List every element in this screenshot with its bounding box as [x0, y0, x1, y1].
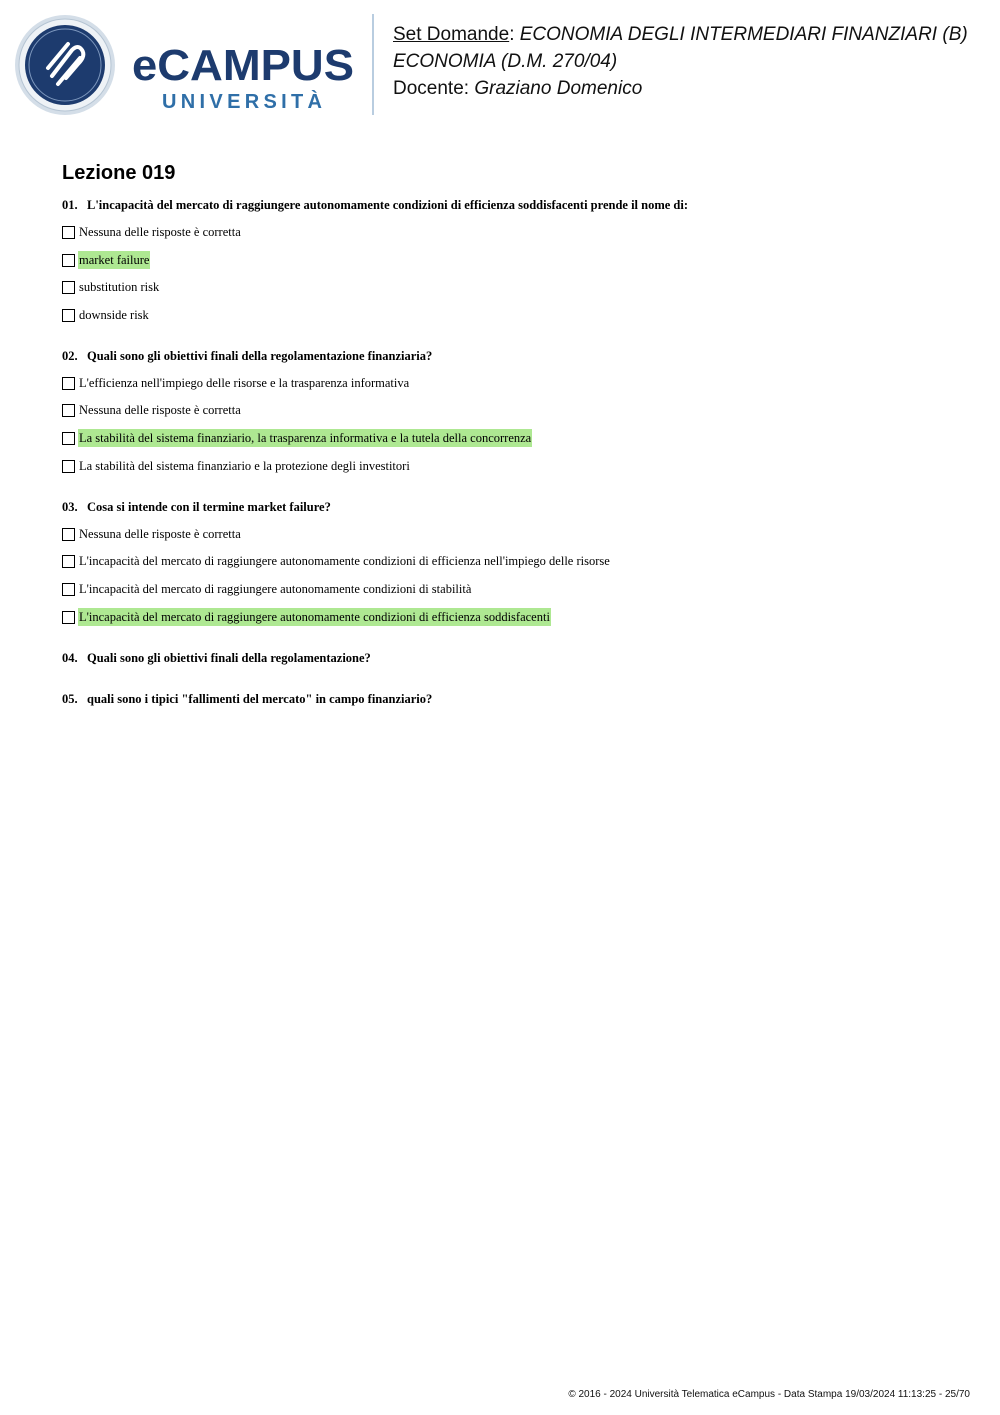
- question-number: 03.: [62, 500, 78, 514]
- course-line: [393, 48, 968, 75]
- question-number: 01.: [62, 198, 78, 212]
- answer-option[interactable]: [62, 401, 242, 419]
- checkbox[interactable]: [62, 460, 75, 473]
- answer-text-highlighted: La stabilità del sistema finanziario, la trasparenza informativa e la tutela della concorrenza: [79, 431, 532, 445]
- answer-text-highlighted: L'incapacità del mercato di raggiungere autonomamente condizioni di efficienza soddisfacenti: [79, 610, 550, 624]
- answer-text: L'efficienza nell'impiego delle risorse e la trasparenza informativa: [79, 376, 410, 390]
- question-text: Cosa si intende con il termine market failure?: [87, 500, 331, 514]
- question-number: 02.: [62, 349, 78, 363]
- set-label: Set Domande: [393, 24, 510, 45]
- checkbox[interactable]: [62, 226, 75, 239]
- answer-option[interactable]: [62, 525, 242, 543]
- course-name: ECONOMIA (D.M. 270/04): [393, 51, 618, 72]
- answer-option[interactable]: [62, 278, 160, 296]
- page-header: [0, 0, 1000, 130]
- answer-text: L'incapacità del mercato di raggiungere autonomamente condizioni di efficienza nell'impiego delle risorse: [79, 554, 610, 568]
- question-text: Quali sono gli obiettivi finali della regolamentazione?: [87, 651, 371, 665]
- answer-text: substitution risk: [79, 280, 160, 294]
- answer-text: La stabilità del sistema finanziario e la protezione degli investitori: [79, 459, 410, 473]
- answer-option[interactable]: [62, 374, 410, 392]
- answer-text: L'incapacità del mercato di raggiungere autonomamente condizioni di stabilità: [79, 582, 472, 596]
- answer-option-correct[interactable]: [62, 429, 532, 447]
- answer-text: Nessuna delle risposte è corretta: [79, 527, 241, 541]
- answer-text: Nessuna delle risposte è corretta: [79, 225, 241, 239]
- answer-option-correct[interactable]: [62, 608, 551, 626]
- set-title: ECONOMIA DEGLI INTERMEDIARI FINANZIARI (B): [519, 24, 968, 45]
- question-text: Quali sono gli obiettivi finali della regolamentazione finanziaria?: [87, 349, 433, 363]
- question-02: [62, 349, 432, 364]
- answer-text-highlighted: market failure: [79, 253, 150, 267]
- teacher-line: Docente: Graziano Domenico: [393, 78, 643, 99]
- checkbox[interactable]: [62, 432, 75, 445]
- checkbox[interactable]: [62, 611, 75, 624]
- checkbox[interactable]: [62, 583, 75, 596]
- answer-text: Nessuna delle risposte è corretta: [79, 403, 241, 417]
- ecampus-logo: [14, 14, 359, 118]
- set-line: Set Domande: ECONOMIA DEGLI INTERMEDIARI FINANZIARI (B): [393, 24, 968, 45]
- answer-option[interactable]: [62, 580, 472, 598]
- answer-option-correct[interactable]: [62, 251, 150, 269]
- checkbox[interactable]: [62, 528, 75, 541]
- answer-option[interactable]: [62, 457, 411, 475]
- checkbox[interactable]: [62, 404, 75, 417]
- teacher-label: Docente: [393, 78, 464, 99]
- question-text: quali sono i tipici "fallimenti del mercato" in campo finanziario?: [87, 692, 433, 706]
- answer-option[interactable]: [62, 223, 242, 241]
- question-text: L'incapacità del mercato di raggiungere autonomamente condizioni di efficienza soddisfacenti prende il nome di:: [87, 198, 689, 212]
- answer-option[interactable]: [62, 306, 150, 324]
- logo-brand-text: eCAMPUS: [132, 41, 354, 90]
- answer-option[interactable]: [62, 552, 611, 570]
- teacher-name: Graziano Domenico: [474, 78, 643, 99]
- question-01: [62, 198, 688, 213]
- checkbox[interactable]: [62, 281, 75, 294]
- checkbox[interactable]: [62, 377, 75, 390]
- question-04: [62, 651, 371, 666]
- logo-sub-text: UNIVERSITÀ: [162, 91, 326, 113]
- lesson-title: Lezione 019: [62, 162, 176, 184]
- header-divider: [372, 14, 374, 115]
- question-number: 04.: [62, 651, 78, 665]
- page-footer: © 2016 - 2024 Università Telematica eCampus - Data Stampa 19/03/2024 11:13:25 - 25/70: [568, 1389, 970, 1400]
- question-03: [62, 500, 331, 515]
- question-number: 05.: [62, 692, 78, 706]
- question-05: [62, 692, 432, 707]
- header-info: [393, 21, 968, 102]
- answer-text: downside risk: [79, 308, 149, 322]
- checkbox[interactable]: [62, 309, 75, 322]
- checkbox[interactable]: [62, 555, 75, 568]
- checkbox[interactable]: [62, 254, 75, 267]
- logo-seal-disc: [25, 25, 105, 105]
